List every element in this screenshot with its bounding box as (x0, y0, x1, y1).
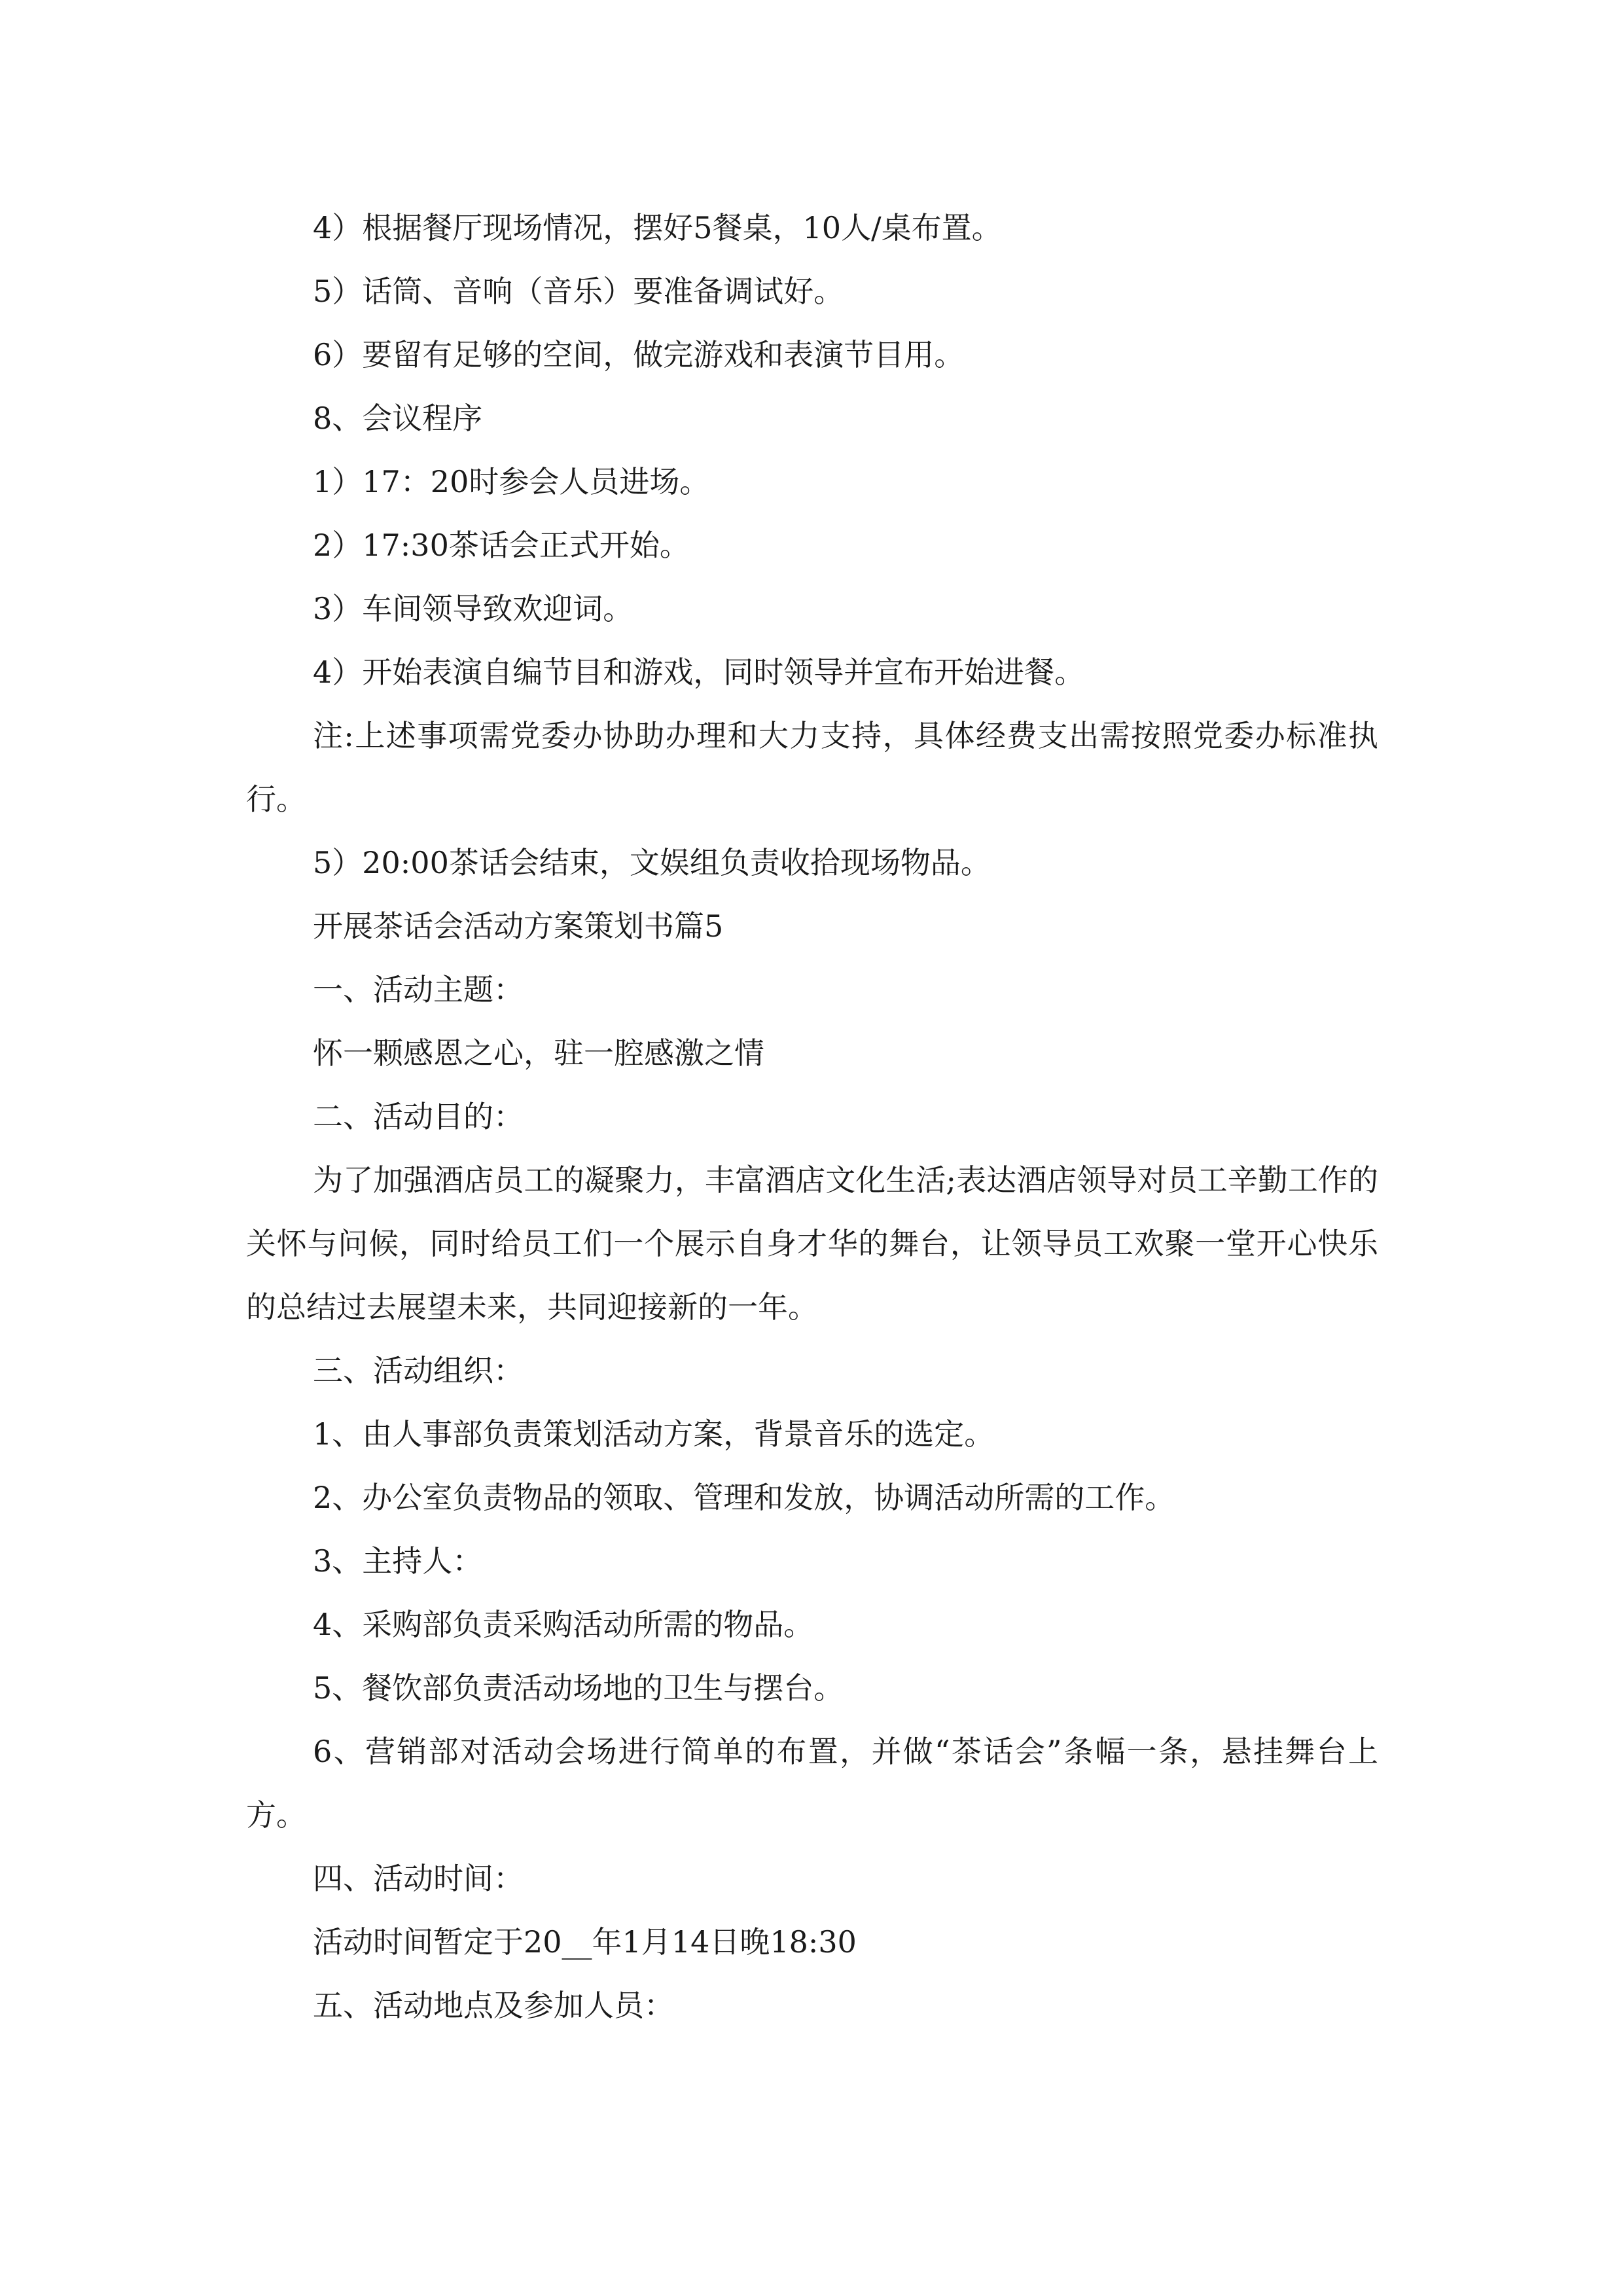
paragraph: 1、由人事部负责策划活动方案，背景音乐的选定。 (313, 1416, 995, 1452)
document-body (246, 196, 1378, 2037)
paragraph: 5）20:00茶话会结束，文娱组负责收拾现场物品。 (313, 845, 991, 880)
paragraph: 活动时间暂定于20__年1月14日晚18:30 (313, 1924, 857, 1960)
paragraph: 6）要留有足够的空间，做完游戏和表演节目用。 (313, 337, 965, 372)
paragraph: 怀一颗感恩之心，驻一腔感激之情 (313, 1035, 764, 1071)
section-heading: 二、活动目的： (313, 1099, 524, 1134)
paragraph: 2）17:30茶话会正式开始。 (313, 528, 690, 563)
paragraph: 为了加强酒店员工的凝聚力，丰富酒店文化生活;表达酒店领导对员工辛勤工作的关怀与问候，同时给员工们一个展示自身才华的舞台，让领导员工欢聚一堂开心快乐的总结过去展望未来，共同迎接新的一年。 (246, 1162, 1378, 1325)
paragraph: 2、办公室负责物品的领取、管理和发放，协调活动所需的工作。 (313, 1480, 1175, 1515)
paragraph: 3）车间领导致欢迎词。 (313, 591, 633, 626)
chapter-title: 开展茶话会活动方案策划书篇5 (313, 908, 724, 944)
paragraph: 6、营销部对活动会场进行简单的布置，并做“茶话会”条幅一条，悬挂舞台上方。 (246, 1734, 1378, 1833)
section-heading: 三、活动组织： (313, 1353, 524, 1388)
section-heading: 四、活动时间： (313, 1861, 524, 1896)
paragraph: 3、主持人： (313, 1543, 483, 1579)
section-heading: 一、活动主题： (313, 972, 524, 1007)
paragraph: 5）话筒、音响（音乐）要准备调试好。 (313, 274, 844, 309)
paragraph: 1）17：20时参会人员进场。 (313, 464, 710, 499)
section-heading: 8、会议程序 (313, 401, 483, 436)
section-heading: 五、活动地点及参加人员： (313, 1988, 674, 2023)
paragraph: 4）根据餐厅现场情况，摆好5餐桌，10人/桌布置。 (313, 210, 1002, 245)
paragraph: 4、采购部负责采购活动所需的物品。 (313, 1607, 814, 1642)
paragraph: 4）开始表演自编节目和游戏，同时领导并宣布开始进餐。 (313, 655, 1085, 690)
note-paragraph: 注:上述事项需党委办协助办理和大力支持，具体经费支出需按照党委办标准执行。 (246, 718, 1378, 817)
paragraph: 5、餐饮部负责活动场地的卫生与摆台。 (313, 1670, 844, 1706)
